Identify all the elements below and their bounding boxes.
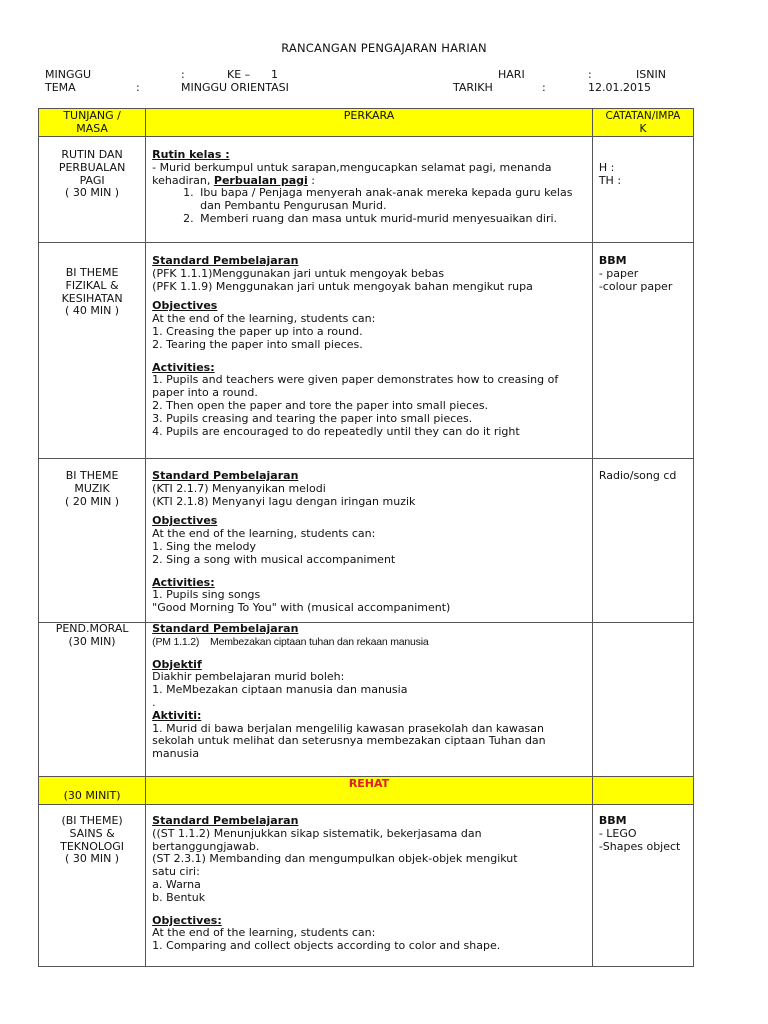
sp-line: bertanggungjawab.: [152, 839, 260, 853]
sp-heading: Standard Pembelajaran: [152, 814, 299, 827]
hari-value: ISNIN: [636, 68, 666, 81]
masa-line: RUTIN DAN: [61, 148, 123, 161]
sp-line: (ST 2.3.1) Membanding dan mengumpulkan objek-objek mengikut: [152, 852, 518, 866]
hari-colon: :: [588, 68, 592, 81]
lesson-plan-table: [38, 108, 694, 967]
rutin-line: - Murid berkumpul untuk sarapan,mengucapkan selamat pagi, menanda: [152, 160, 552, 174]
sp-line: (PFK 1.1.1)Menggunakan jari untuk mengoyak bebas: [152, 266, 445, 280]
masa-rutin: [39, 137, 146, 243]
header-perkara: PERKARA: [146, 109, 593, 137]
table-row: [39, 459, 694, 623]
tarikh-value: 12.01.2015: [588, 81, 651, 94]
masa-line: PAGI: [79, 173, 105, 187]
obj-line: At the end of the learning, students can:: [152, 312, 376, 326]
masa-line: ( 30 MIN ): [65, 186, 120, 200]
perkara-muzik: [146, 459, 593, 623]
sp-heading: Standard Pembelajaran: [152, 622, 299, 635]
sp-heading: Standard Pembelajaran: [152, 254, 299, 267]
hari-label: HARI: [498, 68, 525, 81]
perkara-fizikal: [146, 243, 593, 459]
act-line: 1. Murid di bawa berjalan mengelilig kawasan prasekolah dan kawasan: [152, 721, 545, 735]
obj-line: At the end of the learning, students can:: [152, 527, 376, 541]
rutin-list: [152, 187, 586, 225]
sp-heading: Standard Pembelajaran: [152, 469, 299, 482]
tema-colon: :: [136, 81, 140, 94]
obj-line: 1. MeMbezakan ciptaan manusia dan manusia: [152, 683, 408, 697]
act-line: "Good Morning To You" with (musical accompaniment): [152, 601, 451, 615]
header-tunjang: [39, 109, 146, 137]
sp-line: [152, 636, 586, 649]
act-line: 1. Pupils sing songs: [152, 588, 261, 602]
header-catatan-line2: K: [639, 122, 647, 135]
header-catatan: [592, 109, 693, 137]
table-header-row: [39, 109, 694, 137]
list-item: 1. Ibu bapa / Penjaga menyerah anak-anak mereka kepada guru kelas dan Pembantu Pengurusan Murid.: [197, 187, 586, 213]
obj-line: 1. Sing the melody: [152, 539, 256, 553]
obj-line: 2. Tearing the paper into small pieces.: [152, 337, 363, 351]
sp-line: (KTI 2.1.7) Menyanyikan melodi: [152, 481, 326, 495]
ke-label: KE –: [227, 68, 251, 81]
perkara-moral: [146, 623, 593, 777]
sp-line: (PFK 1.1.9) Menggunakan jari untuk mengoyak bahan mengikut rupa: [152, 279, 533, 293]
obj-line: 1. Comparing and collect objects according to color and shape.: [152, 939, 501, 953]
rutin-line2-pre: kehadiran,: [152, 173, 214, 187]
catatan-rutin: [592, 137, 693, 243]
obj-heading: Objectives: [152, 514, 218, 528]
obj-heading: Objectives:: [152, 913, 222, 927]
masa-line: (BI THEME): [61, 814, 123, 827]
act-line: 3. Pupils creasing and tearing the paper into small pieces.: [152, 411, 473, 425]
act-line: 1. Pupils and teachers were given paper demonstrates how to creasing of: [152, 373, 559, 387]
header-tunjang-line1: TUNJANG /: [63, 109, 121, 122]
rehat-row: [39, 777, 694, 805]
minggu-label: MINGGU: [45, 68, 92, 81]
obj-line: Diakhir pembelajaran murid boleh:: [152, 670, 345, 684]
sp-line: satu ciri:: [152, 865, 200, 879]
masa-fizikal: [39, 243, 146, 459]
obj-line: .: [152, 695, 156, 709]
bbm-heading: BBM: [598, 254, 627, 267]
catatan-line: H :: [598, 161, 615, 174]
obj-line: 2. Sing a song with musical accompaniment: [152, 552, 396, 566]
bbm-line: - paper: [598, 266, 639, 280]
sp-line: ((ST 1.1.2) Menunjukkan sikap sistematik, bekerjasama dan: [152, 826, 482, 840]
masa-line: TEKNOLOGI: [60, 839, 125, 853]
sp-code: (PM 1.1.2): [152, 635, 200, 648]
act-heading: Aktiviti:: [152, 708, 202, 722]
catatan-line: TH :: [598, 173, 622, 187]
bbm-line: -Shapes object: [598, 839, 681, 853]
masa-line: BI THEME: [65, 266, 119, 279]
obj-line: 1. Creasing the paper up into a round.: [152, 324, 363, 338]
obj-heading: Objektif: [152, 657, 202, 671]
masa-line: BI THEME: [65, 469, 119, 482]
minggu-colon: :: [181, 68, 185, 81]
sp-line: a. Warna: [152, 877, 201, 891]
act-heading: Activities:: [152, 575, 215, 589]
tarikh-colon: :: [542, 81, 546, 94]
act-line: paper into a round.: [152, 386, 258, 400]
header-tunjang-line2: MASA: [76, 121, 108, 135]
tarikh-label: TARIKH: [453, 81, 493, 94]
masa-sains: [39, 805, 146, 967]
catatan-sains: [592, 805, 693, 967]
perkara-sains: [146, 805, 593, 967]
masa-moral: [39, 623, 146, 777]
rutin-heading: Rutin kelas :: [152, 148, 230, 161]
catatan-rehat: [592, 777, 693, 805]
tema-value: MINGGU ORIENTASI: [181, 81, 289, 94]
bbm-line: - LEGO: [598, 826, 637, 840]
act-line: manusia: [152, 747, 200, 761]
rehat-label: REHAT: [146, 777, 593, 805]
table-row: [39, 137, 694, 243]
ke-value: 1: [271, 68, 278, 81]
bbm-heading: BBM: [598, 814, 627, 827]
masa-line: ( 20 MIN ): [65, 494, 120, 508]
act-line: 2. Then open the paper and tore the paper into small pieces.: [152, 398, 489, 412]
list-item: 2. Memberi ruang dan masa untuk murid-murid menyesuaikan diri.: [197, 213, 586, 226]
sp-line: (KTI 2.1.8) Menyanyi lagu dengan iringan muzik: [152, 494, 416, 508]
masa-line: (30 MIN): [68, 634, 116, 648]
header-catatan-line1: CATATAN/IMPA: [605, 110, 681, 122]
masa-line: KESIHATAN: [61, 291, 123, 305]
perkara-rutin: [146, 137, 593, 243]
masa-line: ( 30 MIN ): [65, 852, 120, 866]
table-row: [39, 623, 694, 777]
masa-rehat: (30 MINIT): [39, 777, 146, 805]
table-row: [39, 805, 694, 967]
rutin-line2-post: :: [307, 173, 315, 187]
obj-heading: Objectives: [152, 299, 218, 313]
masa-line: FIZIKAL &: [65, 278, 119, 292]
perbualan-heading: Perbualan pagi: [213, 173, 308, 187]
act-line: 4. Pupils are encouraged to do repeatedly until they can do it right: [152, 424, 520, 438]
masa-muzik: [39, 459, 146, 623]
masa-line: PEND.MORAL: [55, 622, 129, 635]
masa-line: MUZIK: [74, 481, 110, 495]
act-line: sekolah untuk melihat dan seterusnya membezakan ciptaan Tuhan dan: [152, 734, 546, 748]
catatan-fizikal: [592, 243, 693, 459]
obj-line: At the end of the learning, students can:: [152, 926, 376, 940]
tema-label: TEMA: [45, 81, 76, 94]
catatan-moral: [592, 623, 693, 777]
act-heading: Activities:: [152, 360, 215, 374]
sp-text: Membezakan ciptaan tuhan dan rekaan manusia: [210, 635, 429, 648]
table-row: [39, 243, 694, 459]
page-title: RANCANGAN PENGAJARAN HARIAN: [281, 41, 487, 55]
sp-line: b. Bentuk: [152, 890, 206, 904]
masa-line: SAINS &: [69, 826, 115, 840]
bbm-line: -colour paper: [598, 279, 673, 293]
catatan-muzik: Radio/song cd: [592, 459, 693, 623]
masa-line: ( 40 MIN ): [65, 304, 120, 318]
masa-line: PERBUALAN: [58, 160, 126, 174]
